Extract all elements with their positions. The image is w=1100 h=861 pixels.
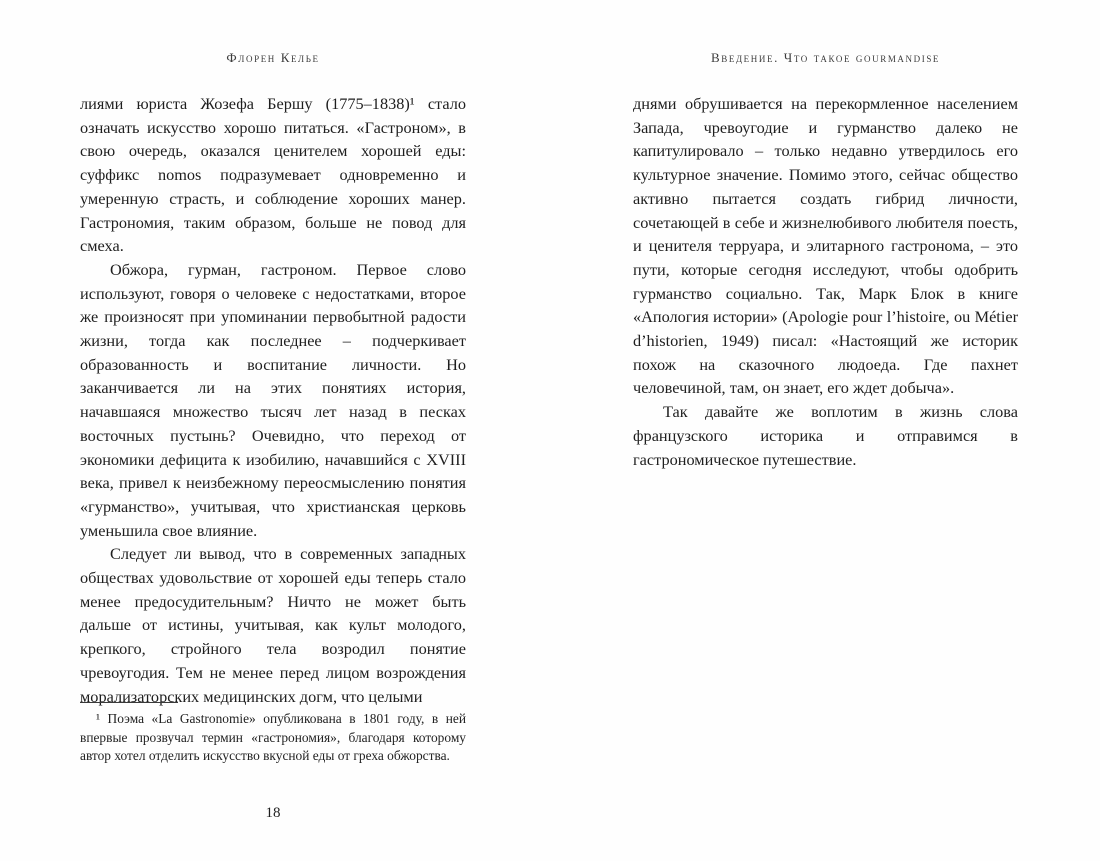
page-number: 18: [265, 805, 281, 821]
paragraph: Так давайте же воплотим в жизнь слова французского историка и отправимся в гастрономическое путешествие.: [633, 402, 1018, 469]
running-head-author: Флорен Келье: [226, 50, 320, 65]
paragraph: днями обрушивается на перекормленное населением Запада, чревоугодие и гурманство далеко не капитулировало – только недавно утвердилось его культурное значение. Помимо этого, сейчас общество активно пытается создать гибрид личности, сочетающей в себе и жизнелюбивого любителя поесть, и ценителя терруара, и элитарного гастронома, – это пути, которые сегодня исследуют, чтобы одобрить гурманство социально. Так, Марк Блок в книге «Апология истории» (Apologie pour l’histoire, ou Métier d’historien, 1949) писал: «Настоящий же историк похож на сказочного людоеда. Где пахнет человечиной, там, он знает, его ждет добыча».: [633, 94, 1018, 398]
footnote-rule: [80, 702, 178, 703]
footnote-text: ¹ Поэма «La Gastronomie» опубликована в 1801 году, в ней впервые прозвучал термин «гастрономия», благодаря которому автор хотел отделить искусство вкусной еды от греха обжорства.: [80, 711, 466, 764]
paragraph: Обжора, гурман, гастроном. Первое слово используют, говоря о человеке с недостатками, второе же произносят при упоминании первобытной радости жизни, тогда как последнее – подчеркивает образованность и воспитание личности. Но заканчивается ли на этих понятиях история, начавшаяся множество тысяч лет назад в песках восточных пустынь? Очевидно, что переход от экономики дефицита к изобилию, начавшийся с XVIII века, привел к неизбежному переосмыслению понятия «гурманство», учитывая, что христианская церковь уменьшила свое влияние.: [80, 259, 466, 540]
footnote-area: [80, 702, 466, 766]
left-page-body: [80, 92, 466, 708]
right-page-body: [633, 92, 1018, 471]
running-head-chapter: Введение. Что такое gourmandise: [710, 50, 941, 65]
paragraph: Следует ли вывод, что в современных западных обществах удовольствие от хорошей еды теперь стало менее предосудительным? Ничто не может быть дальше от истины, учитывая, как культ молодого, крепкого, стройного тела возродил понятие чревоугодия. Тем не менее перед лицом возрождения морализаторских медицинских догм, что целыми: [80, 544, 466, 706]
paragraph: лиями юриста Жозефа Бершу (1775–1838)¹ стало означать искусство хорошо питаться. «Гастроном», в свою очередь, оказался ценителем хорошей еды: суффикс nomos подразумевает одновременно и умеренную страсть, и соблюдение хороших манер. Гастрономия, таким образом, больше не повод для смеха.: [80, 94, 466, 256]
